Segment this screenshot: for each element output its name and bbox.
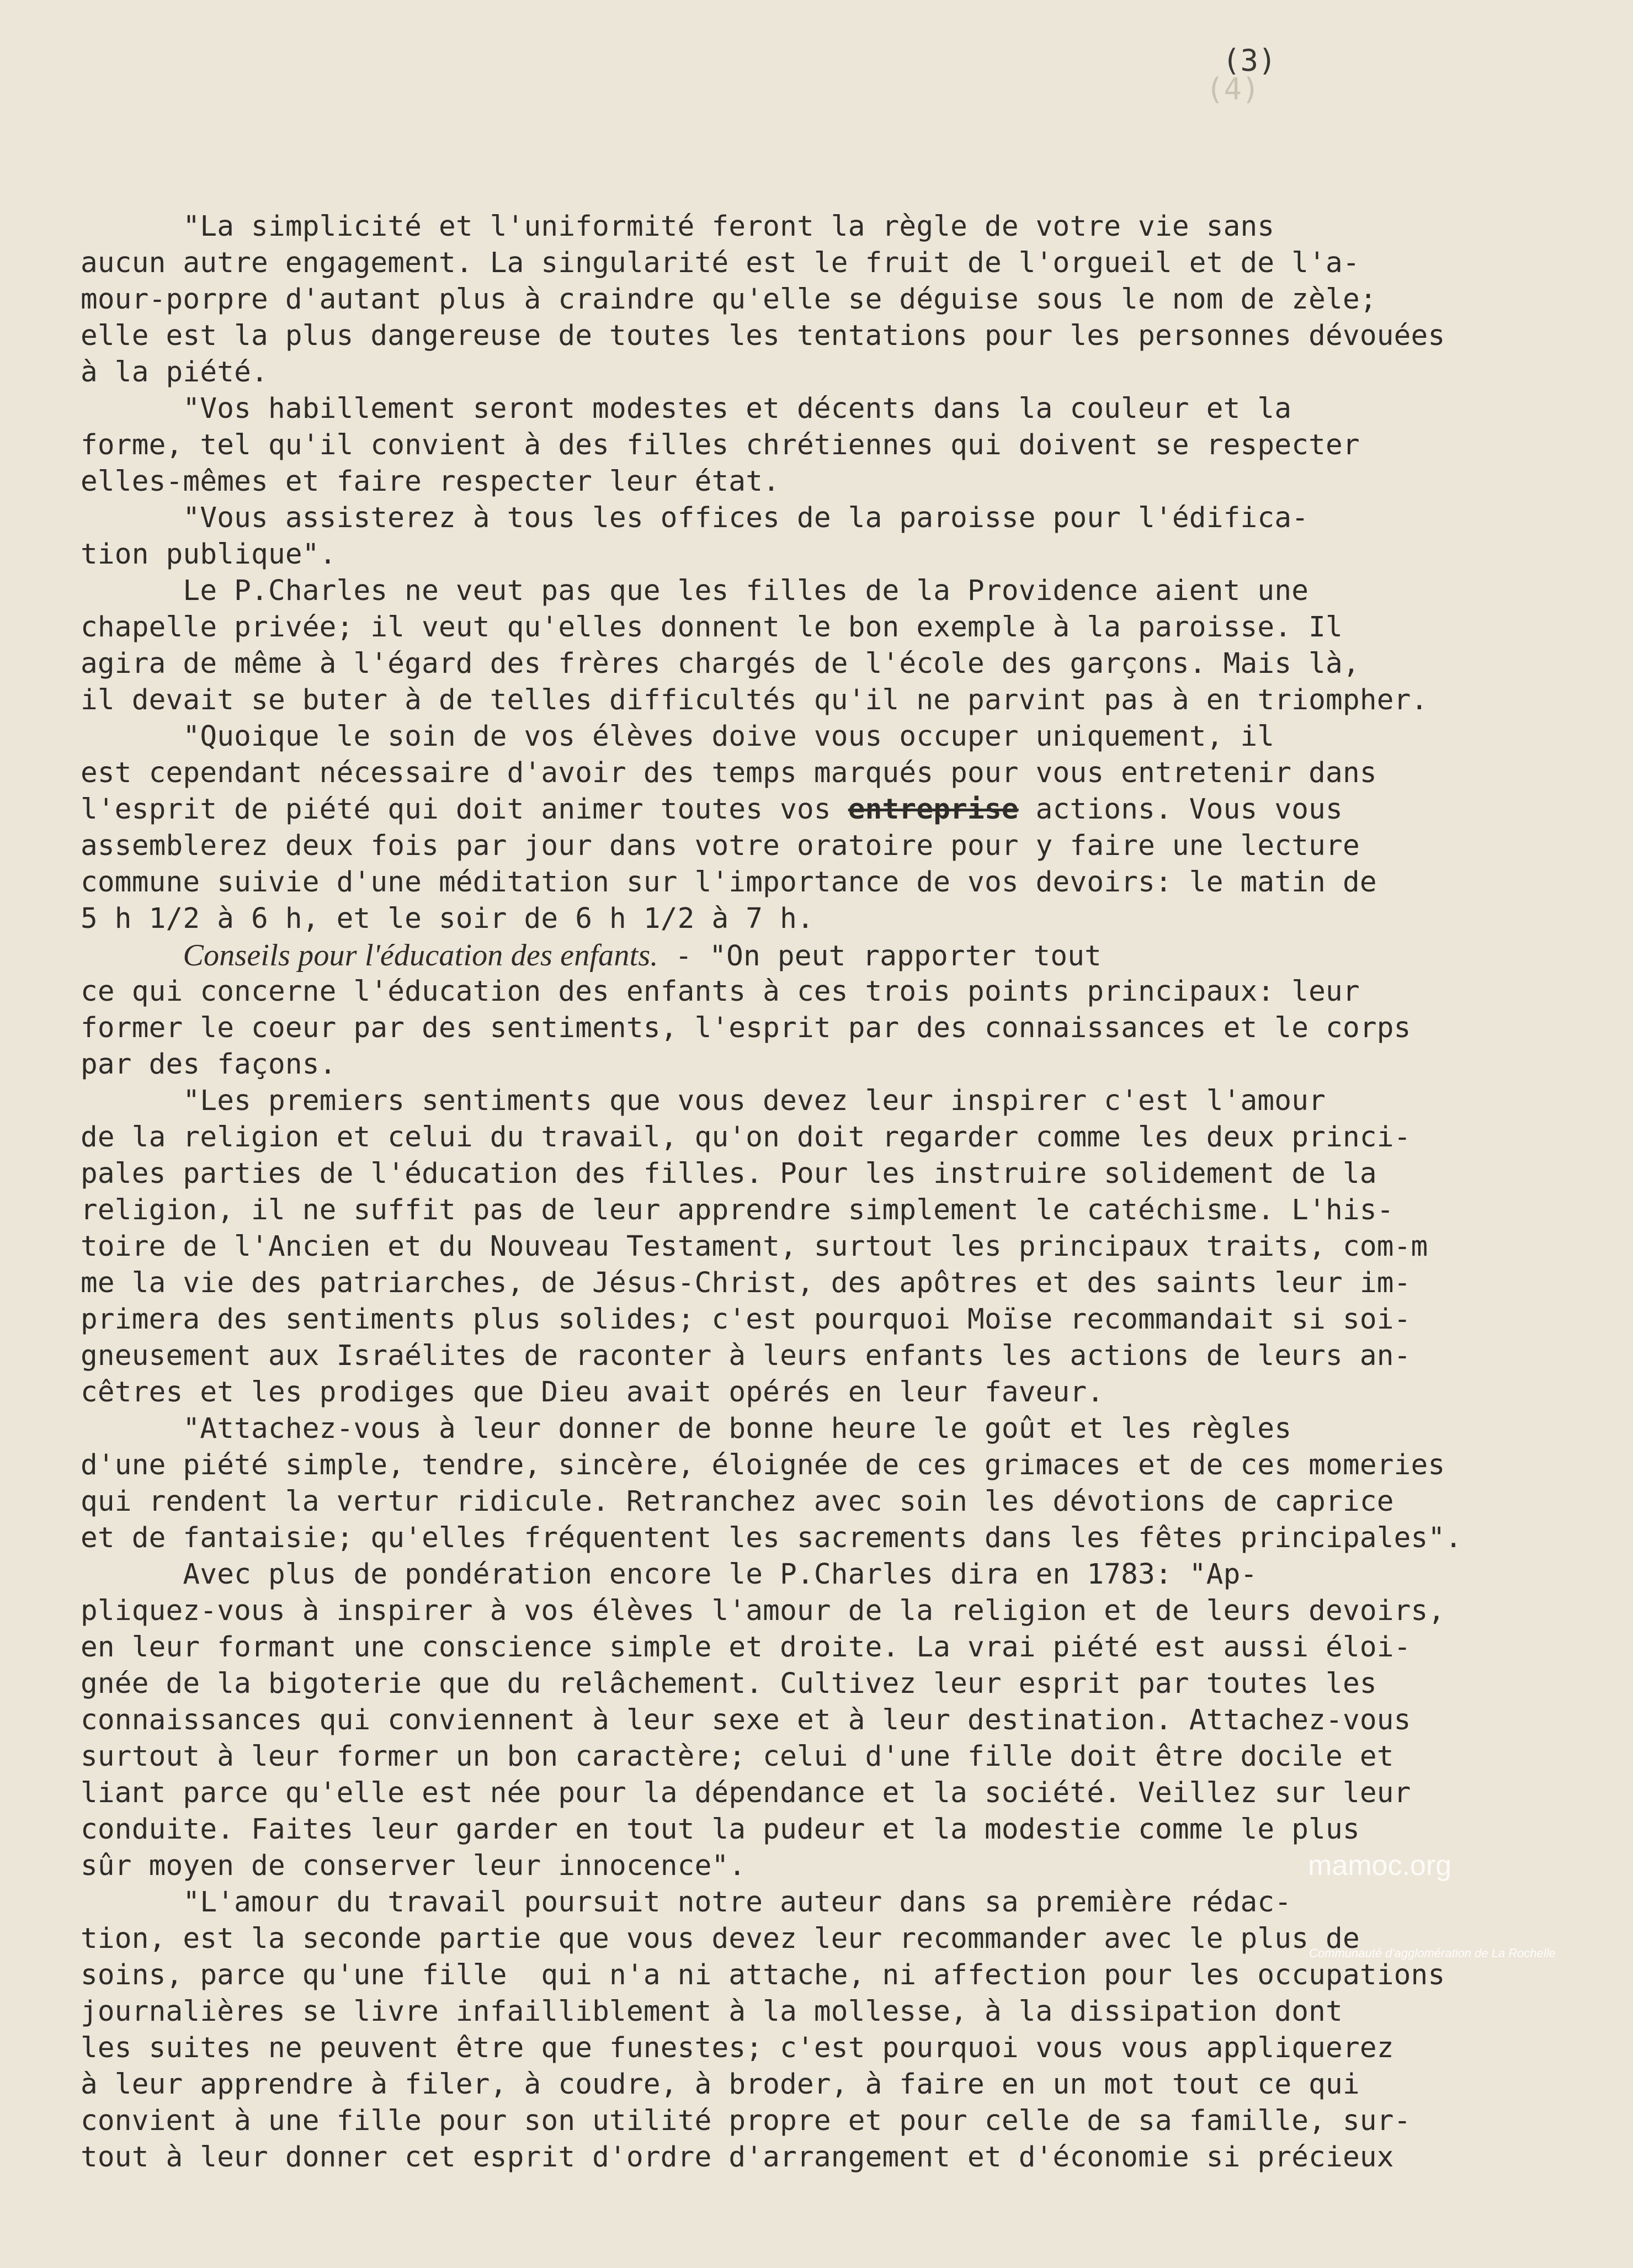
text-segment: gnée de la bigoterie que du relâchement. Cultivez leur esprit par toutes les	[81, 1667, 1377, 1700]
text-segment: d'une piété simple, tendre, sincère, éloignée de ces grimaces et de ces momeries	[81, 1449, 1445, 1481]
text-segment: religion, il ne suffit pas de leur apprendre simplement le catéchisme. L'his-	[81, 1194, 1394, 1226]
text-segment: former le coeur par des sentiments, l'esprit par des connaissances et le corps	[81, 1012, 1411, 1044]
text-line	[81, 245, 1571, 281]
text-segment: connaissances qui conviennent à leur sexe et à leur destination. Attachez-vous	[81, 1704, 1411, 1736]
text-line	[81, 2103, 1571, 2139]
text-segment: convient à une fille pour son utilité propre et pour celle de sa famille, sur-	[81, 2105, 1411, 2137]
text-line	[81, 1229, 1571, 1265]
text-segment: sûr moyen de conserver leur innocence".	[81, 1850, 746, 1882]
text-line	[81, 281, 1571, 318]
text-line	[81, 1192, 1571, 1229]
text-line	[81, 1520, 1571, 1557]
bleed-through-page-number: (4)	[1206, 72, 1260, 107]
text-line	[81, 1739, 1571, 1775]
text-line	[81, 719, 1571, 755]
text-line	[81, 937, 1571, 974]
text-segment: ce qui concerne l'éducation des enfants à ces trois points principaux: leur	[81, 975, 1360, 1008]
text-line	[81, 1119, 1571, 1156]
text-line	[81, 1484, 1571, 1520]
text-line	[81, 1666, 1571, 1702]
text-line	[81, 2067, 1571, 2103]
text-segment: elles-mêmes et faire respecter leur état.	[81, 465, 780, 498]
text-segment: de la religion et celui du travail, qu'on doit regarder comme les deux princi-	[81, 1121, 1411, 1154]
text-segment: "Attachez-vous à leur donner de bonne heure le goût et les règles	[81, 1412, 1292, 1445]
text-line	[81, 1775, 1571, 1812]
text-line	[81, 1593, 1571, 1629]
text-line	[81, 1338, 1571, 1374]
text-segment: toire de l'Ancien et du Nouveau Testament, surtout les principaux traits, com-m	[81, 1230, 1428, 1263]
text-line	[81, 1265, 1571, 1302]
text-segment: tion, est la seconde partie que vous devez leur recommander avec le plus de	[81, 1922, 1360, 1955]
text-line	[81, 2030, 1571, 2067]
text-line	[81, 646, 1571, 682]
text-line	[81, 573, 1571, 609]
text-line	[81, 1047, 1571, 1083]
text-segment: commune suivie d'une méditation sur l'importance de vos devoirs: le matin de	[81, 866, 1377, 899]
text-segment: "Les premiers sentiments que vous devez leur inspirer c'est l'amour	[81, 1085, 1326, 1117]
text-line	[81, 464, 1571, 500]
text-segment: l'esprit de piété qui doit animer toutes vos	[81, 793, 848, 826]
text-line	[81, 1083, 1571, 1119]
text-segment: à leur apprendre à filer, à coudre, à broder, à faire en un mot tout ce qui	[81, 2068, 1360, 2101]
text-segment: - "On peut rapporter tout	[658, 940, 1102, 973]
text-line	[81, 901, 1571, 937]
text-line	[81, 864, 1571, 901]
text-segment: actions. Vous vous	[1018, 793, 1343, 826]
struck-out-word: entreprise	[848, 793, 1019, 826]
text-line	[81, 2139, 1571, 2176]
text-line	[81, 828, 1571, 864]
text-line	[81, 1156, 1571, 1192]
text-segment: "Quoique le soin de vos élèves doive vous occuper uniquement, il	[81, 720, 1275, 753]
text-segment: agira de même à l'égard des frères chargés de l'école des garçons. Mais là,	[81, 647, 1360, 680]
text-segment	[81, 940, 183, 973]
text-segment: surtout à leur former un bon caractère; celui d'une fille doit être docile et	[81, 1740, 1394, 1773]
text-line	[81, 755, 1571, 792]
watermark-logo: mamoc.org	[1308, 1850, 1452, 1882]
text-segment: qui rendent la vertur ridicule. Retranchez avec soin les dévotions de caprice	[81, 1485, 1394, 1518]
page-number: (3)	[1222, 43, 1276, 78]
text-line	[81, 682, 1571, 719]
text-segment: me la vie des patriarches, de Jésus-Christ, des apôtres et des saints leur im-	[81, 1267, 1411, 1299]
text-segment: cêtres et les prodiges que Dieu avait opérés en leur faveur.	[81, 1376, 1104, 1409]
text-line	[81, 1302, 1571, 1338]
text-segment: chapelle privée; il veut qu'elles donnent le bon exemple à la paroisse. Il	[81, 611, 1343, 644]
text-segment: "L'amour du travail poursuit notre auteur dans sa première rédac-	[81, 1886, 1292, 1919]
text-segment: "Vous assisterez à tous les offices de la paroisse pour l'édifica-	[81, 502, 1309, 534]
text-segment: mour-porpre d'autant plus à craindre qu'elle se déguise sous le nom de zèle;	[81, 283, 1377, 316]
text-segment: pales parties de l'éducation des filles. Pour les instruire solidement de la	[81, 1157, 1377, 1190]
text-line	[81, 1884, 1571, 1921]
text-segment: les suites ne peuvent être que funestes; c'est pourquoi vous vous appliquerez	[81, 2032, 1394, 2064]
text-segment: Le P.Charles ne veut pas que les filles de la Providence aient une	[81, 575, 1309, 607]
text-line	[81, 354, 1571, 391]
text-segment: est cependant nécessaire d'avoir des temps marqués pour vous entretenir dans	[81, 757, 1377, 789]
text-segment: pliquez-vous à inspirer à vos élèves l'amour de la religion et de leurs devoirs,	[81, 1595, 1445, 1627]
text-line	[81, 1994, 1571, 2030]
text-segment: Avec plus de pondération encore le P.Charles dira en 1783: "Ap-	[81, 1558, 1258, 1591]
text-line	[81, 318, 1571, 354]
text-segment: soins, parce qu'une fille qui n'a ni attache, ni affection pour les occupations	[81, 1959, 1445, 1991]
text-segment: en leur formant une conscience simple et droite. La vrai piété est aussi éloi-	[81, 1631, 1411, 1664]
text-line	[81, 1557, 1571, 1593]
text-segment: par des façons.	[81, 1048, 337, 1081]
text-segment: "Vos habillement seront modestes et décents dans la couleur et la	[81, 392, 1292, 425]
text-segment: 5 h 1/2 à 6 h, et le soir de 6 h 1/2 à 7 h.	[81, 902, 814, 935]
text-segment: aucun autre engagement. La singularité est le fruit de l'orgueil et de l'a-	[81, 247, 1360, 279]
text-segment: liant parce qu'elle est née pour la dépendance et la société. Veillez sur leur	[81, 1777, 1411, 1809]
text-segment: gneusement aux Israélites de raconter à leurs enfants les actions de leurs an-	[81, 1340, 1411, 1372]
text-segment: elle est la plus dangereuse de toutes les tentations pour les personnes dévouées	[81, 320, 1445, 352]
text-segment: journalières se livre infailliblement à la mollesse, à la dissipation dont	[81, 1995, 1343, 2028]
text-line	[81, 1702, 1571, 1739]
text-line	[81, 1447, 1571, 1484]
text-segment: primera des sentiments plus solides; c'est pourquoi Moïse recommandait si soi-	[81, 1303, 1411, 1336]
text-line	[81, 609, 1571, 646]
text-line	[81, 209, 1571, 245]
text-segment: tion publique".	[81, 538, 337, 571]
italic-heading: Conseils pour l'éducation des enfants.	[183, 938, 658, 973]
text-line	[81, 1374, 1571, 1411]
text-line	[81, 500, 1571, 537]
text-line	[81, 1411, 1571, 1447]
text-segment: à la piété.	[81, 356, 268, 389]
text-line	[81, 391, 1571, 427]
text-segment: tout à leur donner cet esprit d'ordre d'arrangement et d'économie si précieux	[81, 2141, 1394, 2174]
text-segment: forme, tel qu'il convient à des filles chrétiennes qui doivent se respecter	[81, 429, 1360, 461]
text-segment: il devait se buter à de telles difficultés qu'il ne parvint pas à en triompher.	[81, 684, 1428, 716]
text-line	[81, 1812, 1571, 1848]
text-line	[81, 537, 1571, 573]
text-line	[81, 1957, 1571, 1994]
text-segment: et de fantaisie; qu'elles fréquentent les sacrements dans les fêtes principales".	[81, 1522, 1462, 1554]
watermark-caption: Communauté d'agglomération de La Rochelle	[1309, 1946, 1556, 1960]
text-segment: conduite. Faites leur garder en tout la pudeur et la modestie comme le plus	[81, 1813, 1360, 1846]
text-line	[81, 792, 1571, 828]
text-line	[81, 427, 1571, 464]
text-segment: assemblerez deux fois par jour dans votre oratoire pour y faire une lecture	[81, 830, 1360, 862]
text-line	[81, 1010, 1571, 1047]
text-line	[81, 1629, 1571, 1666]
text-line	[81, 974, 1571, 1010]
text-segment: "La simplicité et l'uniformité feront la règle de votre vie sans	[81, 210, 1275, 243]
